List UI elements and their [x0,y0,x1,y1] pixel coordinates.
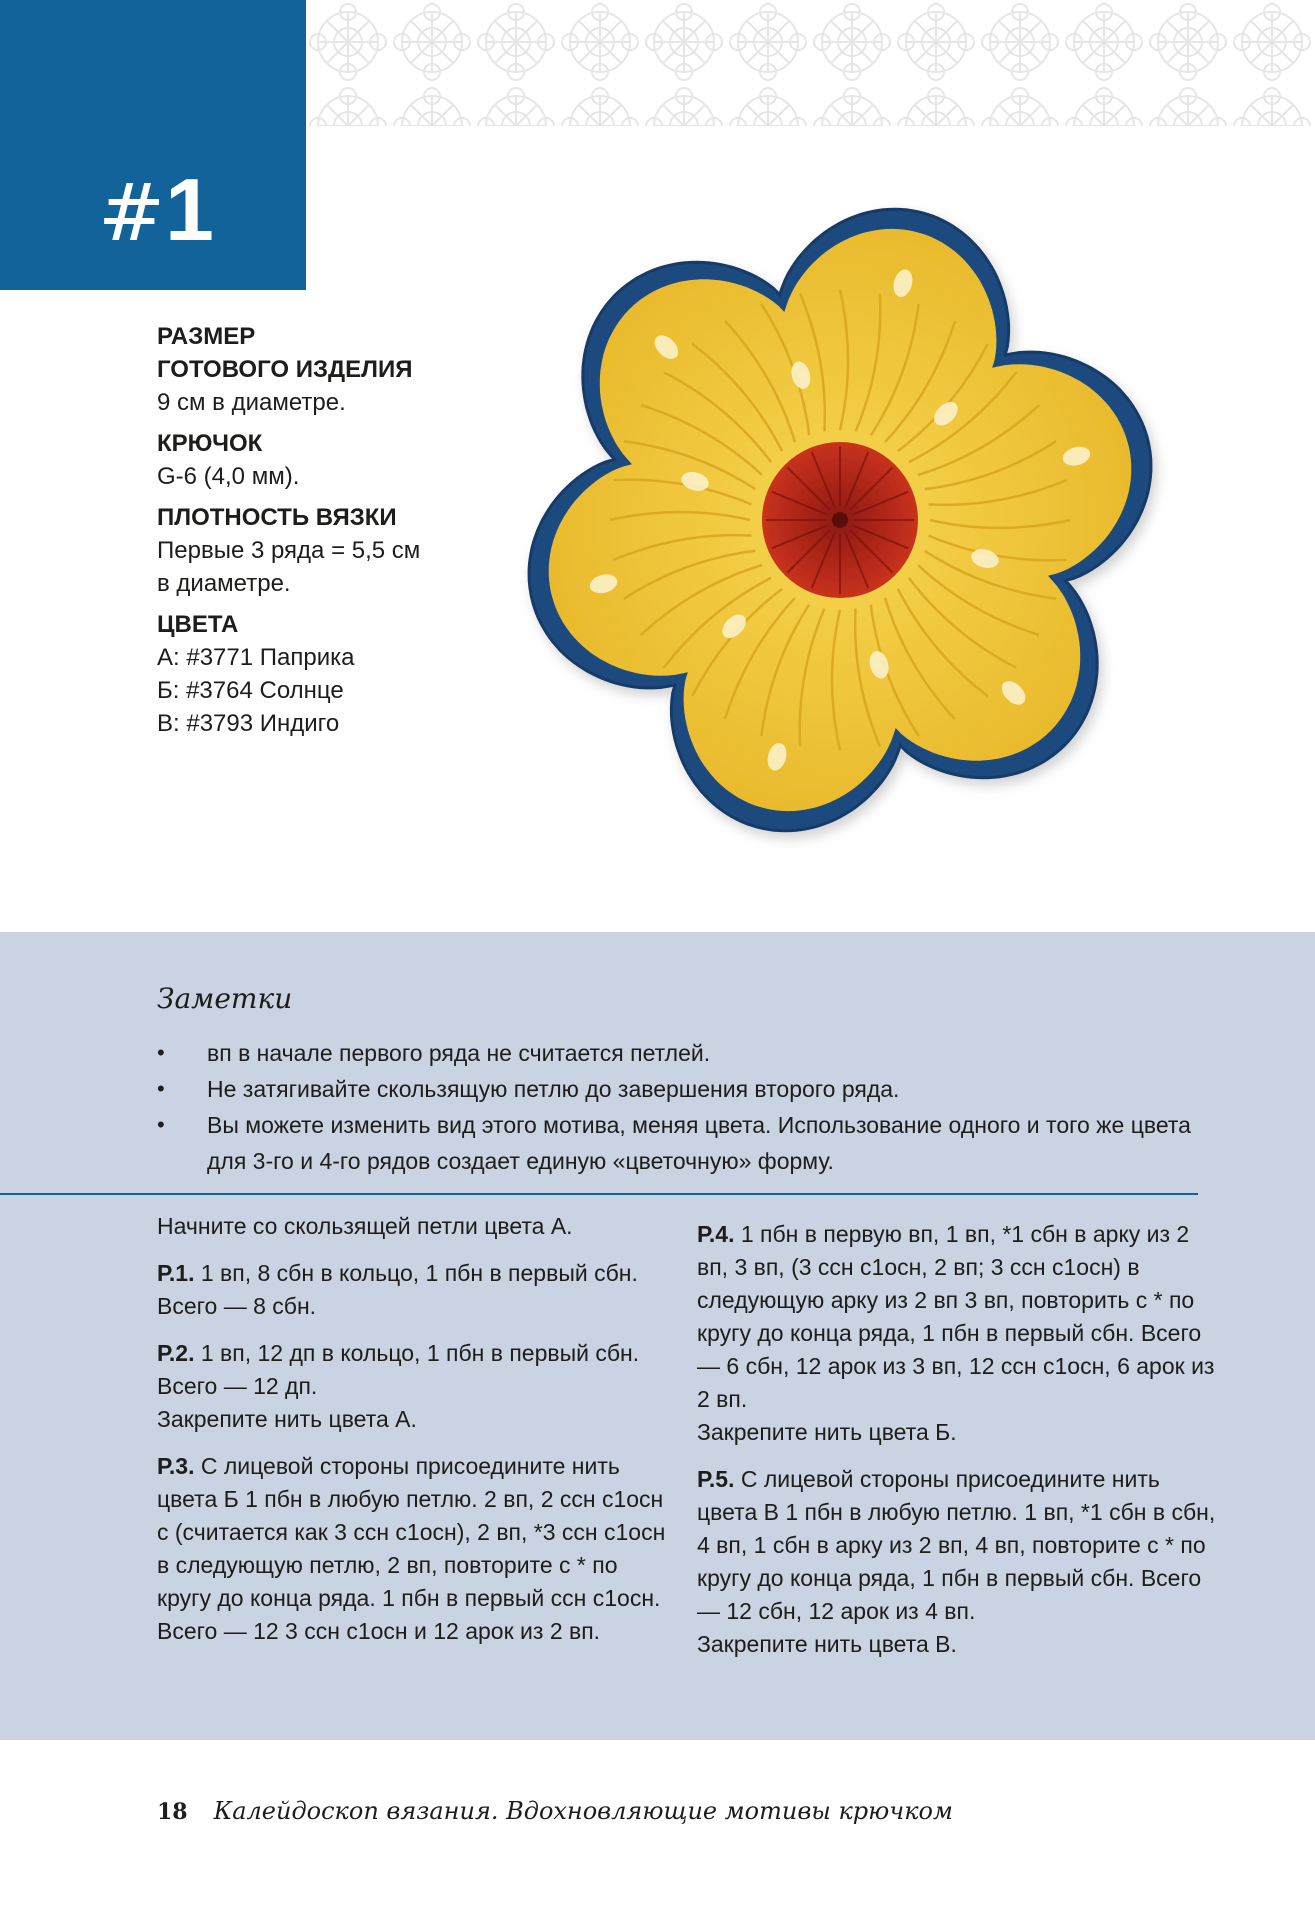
row-4-text: 1 пбн в первую вп, 1 вп, *1 сбн в арку из 2 вп, 3 вп, (3 ссн с1осн, 2 вп; 3 ссн с1осн) в следующую арку из 2 вп 3 вп, повторить с * по кругу до конца ряда, 1 пбн в первый сбн. Всего — 6 сбн, 12 арок из 3 вп, 12 ссн с1осн, 6 арок из 2 вп. [697,1221,1215,1412]
row-2-text: 1 вп, 12 дп в кольцо, 1 пбн в первый сбн. Всего — 12 дп. [157,1340,640,1399]
book-title: Калейдоскоп вязания. Вдохновляющие мотивы крючком [213,1797,953,1825]
page-number: 18 [157,1799,188,1825]
row-5 [697,1463,1217,1661]
row-2-fasten: Закрепите нить цвета А. [157,1406,417,1432]
row-1 [157,1257,677,1323]
page-footer [157,1796,953,1827]
motif-number-box [0,0,306,290]
note-item: • вп в начале первого ряда не считается петлей. [157,1035,1207,1071]
color-a: А: #3771 Паприка [157,644,355,671]
gauge-heading: ПЛОТНОСТЬ ВЯЗКИ [157,504,397,531]
specs-block [157,320,497,740]
motif-number-value: 1 [165,160,214,259]
size-value: 9 см в диаметре. [157,389,346,416]
instructions-left-column [157,1210,677,1662]
section-divider [0,1193,1198,1195]
motif-number [98,160,214,259]
row-4-label: Р.4. [697,1221,735,1247]
row-1-text: 1 вп, 8 сбн в кольцо, 1 пбн в первый сбн. Всего — 8 сбн. [157,1260,638,1319]
decorative-lace-band [306,0,1315,126]
crochet-flower-motif-image [490,190,1210,870]
row-4-fasten: Закрепите нить цвета Б. [697,1419,957,1445]
row-5-fasten: Закрепите нить цвета В. [697,1631,957,1657]
row-2 [157,1337,677,1436]
color-c: В: #3793 Индиго [157,710,340,737]
row-3-text: С лицевой стороны присоедините нить цвета Б 1 пбн в любую петлю. 2 вп, 2 ссн с1осн с (считается как 3 ссн с1осн), 2 вп, *3 ссн с1осн в следующую петлю, 2 вп, повторите с * по кругу до конца ряда. 1 пбн в первый ссн с1осн. Всего — 12 3 ссн с1осн и 12 арок из 2 вп. [157,1453,666,1644]
row-3 [157,1450,677,1648]
row-2-label: Р.2. [157,1340,195,1366]
size-heading-2: ГОТОВОГО ИЗДЕЛИЯ [157,356,413,383]
notes-title: Заметки [157,982,293,1015]
note-item: • Не затягивайте скользящую петлю до завершения второго ряда. [157,1071,1207,1107]
size-heading: РАЗМЕР [157,323,256,350]
hash-symbol: # [98,166,166,259]
notes-list [157,1035,1207,1179]
gauge-value: Первые 3 ряда = 5,5 см [157,537,421,564]
gauge-value-2: в диаметре. [157,570,291,597]
hook-value: G-6 (4,0 мм). [157,463,300,490]
row-5-label: Р.5. [697,1466,735,1492]
row-4 [697,1218,1217,1449]
row-1-label: Р.1. [157,1260,195,1286]
instructions-right-column [697,1218,1217,1675]
colors-heading: ЦВЕТА [157,611,239,638]
hook-heading: КРЮЧОК [157,430,263,457]
color-b: Б: #3764 Солнце [157,677,344,704]
intro-text: Начните со скользящей петли цвета А. [157,1213,573,1239]
row-3-label: Р.3. [157,1453,195,1479]
row-5-text: С лицевой стороны присоедините нить цвета В 1 пбн в любую петлю. 1 вп, *1 сбн в сбн, 4 вп, 1 сбн в арку из 2 вп, 4 вп, повторите с * по кругу до конца ряда, 1 пбн в первый сбн. Всего — 12 сбн, 12 арок из 4 вп. [697,1466,1216,1624]
note-item: • Вы можете изменить вид этого мотива, меняя цвета. Использование одного и того же цвета для 3-го и 4-го рядов создает единую «цветочную» форму. [157,1107,1207,1179]
